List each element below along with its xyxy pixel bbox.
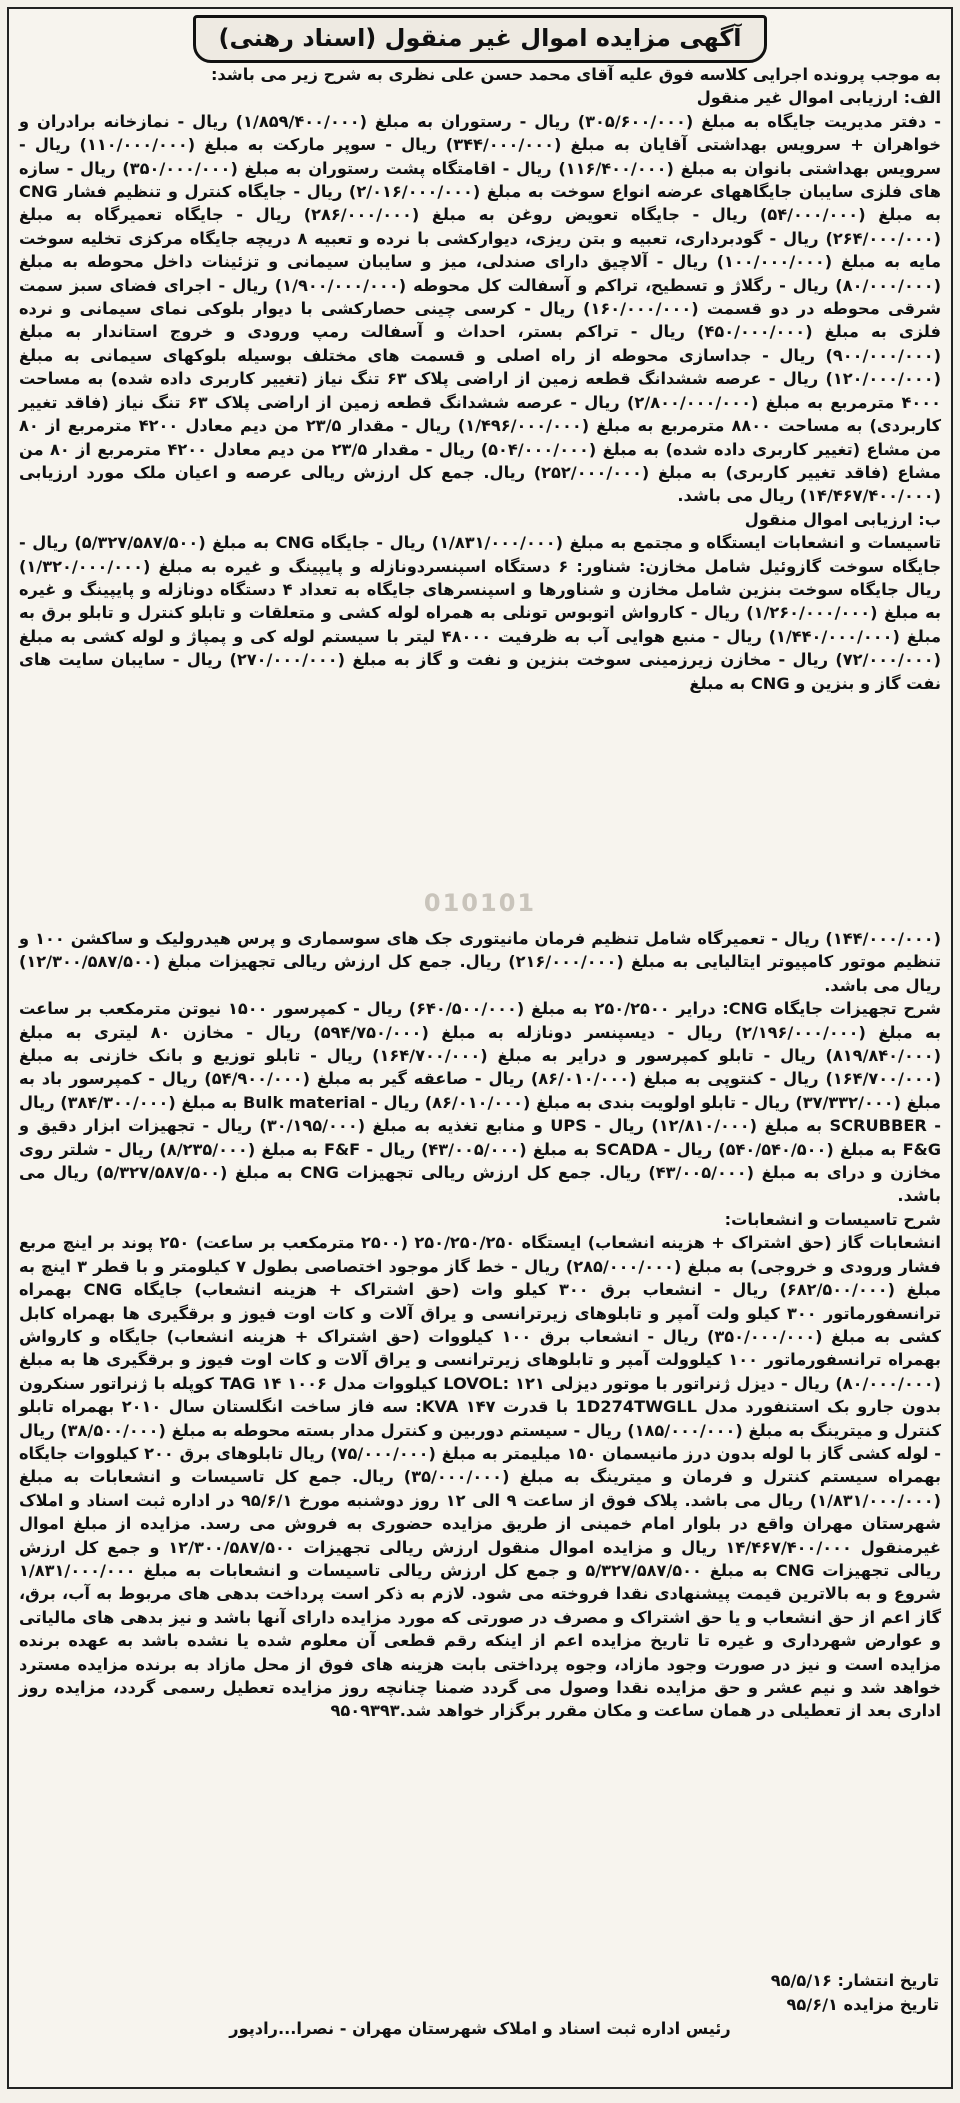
signature-line: رئیس اداره ثبت اسناد و املاک شهرستان مهران - نصرا...رادپور xyxy=(229,2019,731,2038)
installations-paragraph: انشعابات گاز (حق اشتراک + هزینه انشعاب) ایستگاه ۲۵۰/۲۵۰/۲۵۰ (۲۵۰۰ مترمکعب بر ساعت) ۲۵۰ پوند بر اینچ مربع فشار ورودی و خروجی) به مبلغ (۲۸۵/۰۰۰/۰۰۰) ریال - خط گاز موجود اختصاصی بطول ۷ کیلومتر و با قطر ۳ اینچ به مبلغ (۶۸۲/۵۰۰/۰۰۰) ریال - انشعاب برق ۳۰۰ کیلو وات (حق اشتراک + هزینه انشعاب) جایگاه CNG بهمراه ترانسفورماتور ۳۰۰ کیلو ولت آمپر و تابلوهای زیرترانسی و یراق آلات و کات اوت فیوز و برقگیری ها بهمراه کابل کشی به مبلغ (۳۵۰/۰۰۰/۰۰۰) ریال - انشعاب برق ۱۰۰ کیلووات (حق اشتراک + هزینه انشعاب) جایگاه و کارواش بهمراه ترانسفورماتور ۱۰۰ کیلوولت آمپر و تابلوهای زیرترانسی و یراق آلات و کات اوت فیوز و برقگیری ها به مبلغ (۸۰/۰۰۰/۰۰۰) ریال - دیزل ژنراتور با موتور دیزلی LOVOL: ۱۲۱ کیلووات مدل ۱۰۰۶ TAG ۱۴ کوپله با ژنراتور سنکرون بدون جارو بک استنفورد مدل 1D274TWGLL با قدرت ۱۴۷ KVA: سه فاز ساخت انگلستان سال ۲۰۱۰ بهمراه تابلو کنترل و میترینگ به مبلغ (۱۸۵/۰۰۰/۰۰۰) ریال - سیستم دوربین و کنترل مدار بسته محوطه به مبلغ (۳۸/۵۰۰/۰۰۰) ریال - لوله کشی گاز با لوله بدون درز مانیسمان ۱۵۰ میلیمتر به مبلغ (۷۵/۰۰۰/۰۰۰) ریال تابلوهای برق ۲۰۰ کیلووات جایگاه بهمراه سیستم کنترل و فرمان و میترینگ به مبلغ (۳۵/۰۰۰/۰۰۰) ریال. جمع کل تاسیسات و انشعابات به مبلغ (۱/۸۳۱/۰۰۰/۰۰۰) ریال می باشد. پلاک فوق از ساعت ۹ الی ۱۲ روز دوشنبه مورخ ۹۵/۶/۱ در اداره ثبت اسناد و املاک شهرستان مهران واقع در بلوار امام خمینی از طریق مزایده حضوری به فروش می رسد. مزایده از مبلغ اموال غیرمنقول ۱۴/۴۶۷/۴۰۰/۰۰۰ ریال و مزایده اموال منقول ارزش ریالی تجهیزات ۱۲/۳۰۰/۵۸۷/۵۰۰ و جمع کل ارزش ریالی تجهیزات CNG به مبلغ ۵/۳۲۷/۵۸۷/۵۰۰ و جمع کل ارزش ریالی تاسیسات و انشعابات به مبلغ ۱/۸۳۱/۰۰۰/۰۰۰ شروع و به بالاترین قیمت پیشنهادی نقدا فروخته می شود. لازم به ذکر است پرداخت بدهی های مربوط به آب، برق، گاز اعم از حق انشعاب و یا حق اشتراک و مصرف در صورتی که مورد مزایده دارای آنها باشد و نیز بدهی های مالیاتی و عوارض شهرداری و غیره تا تاریخ مزایده اعم از اینکه رقم قطعی آن معلوم شده یا نشده باشد به عهده برنده مزایده است و نیز در صورت وجود مازاد، وجوه پرداختی بابت هزینه های فوق از محل مازاد به برنده مزایده مسترد خواهد شد و نیم عشر و حق مزایده نقدا وصول می گردد ضمنا چنانچه روز مزایده تعطیل رسمی گردد، مزایده روز اداری بعد از تعطیلی در همان ساعت و مکان مقرر برگزار خواهد شد.۹۵۰۹۳۹۳ xyxy=(19,1233,942,1721)
auction-date: تاریخ مزایده ۹۵/۶/۱ xyxy=(786,1995,939,2014)
notice-body-bottom xyxy=(9,923,951,1967)
auction-notice xyxy=(7,7,953,2089)
notice-title: آگهی مزایده اموال غیر منقول (اسناد رهنی) xyxy=(193,15,766,63)
section-b-heading: ب: ارزیابی اموال منقول xyxy=(744,509,941,529)
equipment-total-paragraph: (۱۴۴/۰۰۰/۰۰۰) ریال - تعمیرگاه شامل تنظیم فرمان مانیتوری جک های سوسماری و پرس هیدرولیک و ساکشن ۱۰۰ و تنظیم موتور کامپیوتر ایتالیایی به مبلغ (۲۱۶/۰۰۰/۰۰۰) ریال. جمع کل ارزش ریالی تجهیزات مبلغ (۱۲/۳۰۰/۵۸۷/۵۰۰) ریال می باشد. xyxy=(19,929,941,995)
notice-footer xyxy=(9,1967,951,2041)
publish-date: تاریخ انتشار: ۹۵/۵/۱۶ xyxy=(770,1971,939,1990)
title-box xyxy=(9,9,951,59)
installations-heading: شرح تاسیسات و انشعابات: xyxy=(724,1209,941,1229)
section-b-paragraph: تاسیسات و انشعابات ایستگاه و مجتمع به مبلغ (۱/۸۳۱/۰۰۰/۰۰۰) ریال - جایگاه CNG به مبلغ (۵/۳۲۷/۵۸۷/۵۰۰) ریال - جایگاه سوخت گازوئیل شامل مخازن: شناور: ۶ دستگاه اسپنسردونازله و پایپینگ و غیره به مبلغ (۱/۳۲۰/۰۰۰/۰۰۰) ریال جایگاه سوخت بنزین شامل مخازن و شناورها و اسپنسرهای جایگاه به تعداد ۴ دستگاه دونازله و پایپینگ و غیره به مبلغ (۱/۲۶۰/۰۰۰/۰۰۰) ریال - کارواش اتوبوس تونلی به همراه لوله کشی و متعلقات و تابلو کنترل و تابلو برق به مبلغ (۱/۴۴۰/۰۰۰/۰۰۰) ریال - منبع هوایی آب به ظرفیت ۴۸۰۰۰ لیتر با سیستم لوله کی و پمپاژ و لوله کشی به مبلغ (۷۲/۰۰۰/۰۰۰) ریال - مخازن زیرزمینی سوخت بنزین و نفت و گاز به مبلغ (۲۷۰/۰۰۰/۰۰۰) ریال - سایبان سایت های نفت گاز و بنزین و CNG به مبلغ xyxy=(19,533,942,693)
stamp-area xyxy=(9,883,951,923)
notice-body-top xyxy=(9,59,951,883)
section-a-paragraph: - دفتر مدیریت جایگاه به مبلغ (۳۰۵/۶۰۰/۰۰۰) ریال - رستوران به مبلغ (۱/۸۵۹/۴۰۰/۰۰۰) ریال - نمازخانه برادران و خواهران + سرویس بهداشتی آقایان به مبلغ (۳۴۴/۰۰۰/۰۰۰) ریال - سوپر مارکت به مبلغ (۱۱۰/۰۰۰/۰۰۰) ریال - سرویس بهداشتی بانوان به مبلغ (۱۱۶/۴۰۰/۰۰۰) ریال - اقامتگاه پشت رستوران به مبلغ (۳۵۰/۰۰۰/۰۰۰) ریال - سازه های فلزی سایبان جایگاههای عرضه انواع سوخت به مبلغ (۲/۰۱۶/۰۰۰/۰۰۰) ریال - جایگاه کنترل و تنظیم فشار CNG به مبلغ (۵۴/۰۰۰/۰۰۰) ریال - جایگاه تعویض روغن به مبلغ (۲۸۶/۰۰۰/۰۰۰) ریال - جایگاه تعمیرگاه به مبلغ (۲۶۴/۰۰۰/۰۰۰) ریال - گودبرداری، تعبیه و بتن ریزی، دیوارکشی با نرده و تعبیه ۸ دریچه جایگاه مرکزی تخلیه سوخت مایه به مبلغ (۱۰۰/۰۰۰/۰۰۰) ریال - آلاچیق دارای صندلی، میز و سایبان سیمانی و تزئینات داخل محوطه به مبلغ (۸۰/۰۰۰/۰۰۰) ریال - رگلاژ و تسطیح، تراکم و آسفالت کل محوطه (۱/۹۰۰/۰۰۰/۰۰۰) ریال - اجرای فضای سبز سمت شرقی محوطه در دو قسمت (۱۶۰/۰۰۰/۰۰۰) ریال - کرسی چینی حصارکشی با دیوار بلوکی نمای سیمانی و نرده فلزی به مبلغ (۴۵۰/۰۰۰/۰۰۰) ریال - تراکم بستر، احداث و آسفالت رمپ ورودی و خروج استاندار به مبلغ (۹۰۰/۰۰۰/۰۰۰) ریال - جداسازی محوطه از راه اصلی و قسمت های مختلف بوسیله بلوکهای سیمانی به مبلغ (۱۲۰/۰۰۰/۰۰۰) ریال - عرصه ششدانگ قطعه زمین از اراضی پلاک ۶۳ تنگ نیاز (تغییر کاربری داده شده) به مساحت ۴۰۰۰ مترمربع به مبلغ (۲/۸۰۰/۰۰۰/۰۰۰) ریال - عرصه ششدانگ قطعه زمین از اراضی پلاک ۶۳ تنگ نیاز (فاقد تغییر کاربردی) به مساحت ۸۸۰۰ مترمربع به مبلغ (۱/۴۹۶/۰۰۰/۰۰۰) ریال - مقدار ۲۳/۵ من دیم معادل ۴۲۰۰ مترمربع از ۸۰ من مشاع (تغییر کاربری داده شده) به مبلغ (۵۰۴/۰۰۰/۰۰۰) ریال - مقدار ۲۳/۵ من دیم معادل ۴۲۰۰ مترمربع از ۸۰ من مشاع (فاقد تغییر کاربری) به مبلغ (۲۵۲/۰۰۰/۰۰۰) ریال. جمع کل ارزش ریالی عرصه و اعیان ملک مورد ارزیابی (۱۴/۴۶۷/۴۰۰/۰۰۰) ریال می باشد. xyxy=(19,111,942,506)
section-a-heading: الف: ارزیابی اموال غیر منقول xyxy=(696,88,941,108)
cng-equipment-paragraph: شرح تجهیزات جایگاه CNG: درایر ۲۵۰/۲۵۰۰ به مبلغ (۶۴۰/۵۰۰/۰۰۰) ریال - کمپرسور ۱۵۰۰ نیوتن مترمکعب بر ساعت به مبلغ (۲/۱۹۶/۰۰۰/۰۰۰) ریال - دیسپنسر دونازله به مبلغ (۵۹۴/۷۵۰/۰۰۰) ریال - مخازن ۸۰ لیتری به مبلغ (۸۱۹/۸۴۰/۰۰۰) ریال - تابلو کمپرسور و درایر به مبلغ (۱۶۴/۷۰۰/۰۰۰) ریال - تابلو توزیع و بانک خازنی به مبلغ (۱۶۴/۷۰۰/۰۰۰) ریال - کنتوپی به مبلغ (۸۶/۰۱۰/۰۰۰) ریال - صاعقه گیر به مبلغ (۵۴/۹۰۰/۰۰۰) ریال - کمپرسور باد به مبلغ (۳۷/۳۳۲/۰۰۰) ریال - تابلو اولویت بندی به مبلغ (۸۶/۰۱۰/۰۰۰) ریال - Bulk material به مبلغ (۳۸۴/۳۰۰/۰۰۰) ریال - SCRUBBER به مبلغ (۱۲/۸۱۰/۰۰۰) ریال - UPS و منابع تغذیه به مبلغ (۳۰/۱۹۵/۰۰۰) ریال - تجهیزات ابزار دقیق و F&G به مبلغ (۵۴۰/۵۴۰/۵۰۰) ریال - SCADA به مبلغ (۴۳/۰۰۵/۰۰۰) ریال - F&F به مبلغ (۸/۲۳۵/۰۰۰) ریال - شلتر روی مخازن و درای به مبلغ (۴۳/۰۰۵/۰۰۰) ریال. جمع کل ارزش ریالی تجهیزات CNG به مبلغ (۵/۳۲۷/۵۸۷/۵۰۰) ریال می باشد. xyxy=(19,999,942,1206)
intro-paragraph: به موجب پرونده اجرایی کلاسه فوق علیه آقای محمد حسن علی نظری به شرح زیر می باشد: xyxy=(210,65,941,84)
faint-stamp: 010101 xyxy=(423,889,537,917)
